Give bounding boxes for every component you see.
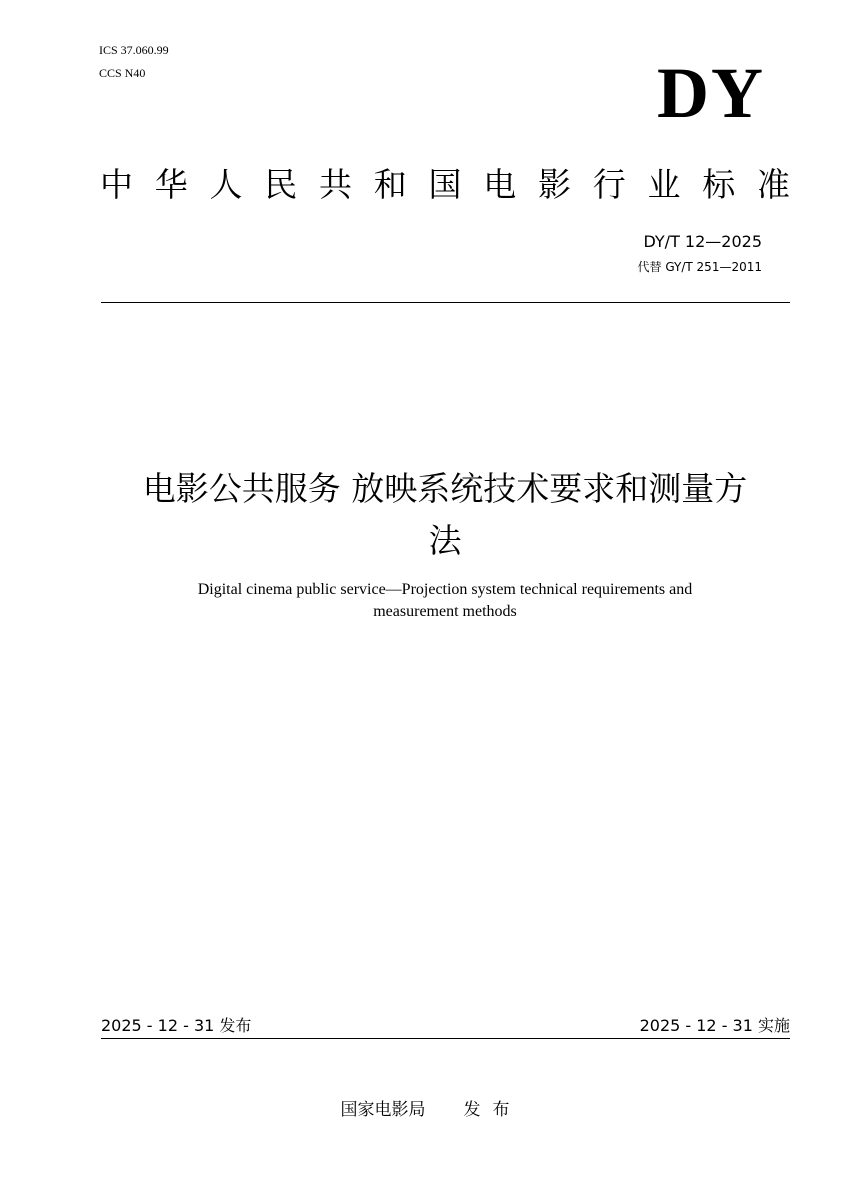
replaces-standard: 代替 GY/T 251—2011	[637, 260, 762, 274]
standard-category	[100, 163, 790, 207]
category-char: 行	[592, 165, 626, 204]
category-char: 影	[538, 165, 571, 204]
title-chinese-line-2: 法	[428, 521, 462, 560]
category-char: 业	[647, 165, 681, 204]
category-char: 民	[264, 165, 298, 204]
category-char: 标	[702, 165, 736, 204]
ccs-code-text: CCS N40	[99, 66, 146, 80]
publish-action-char: 布	[492, 1100, 510, 1120]
publisher-name: 国家电影局	[340, 1100, 426, 1120]
title-english-line-1: Digital cinema public service—Projection system technical requirements and	[197, 581, 693, 598]
ccs-code	[99, 65, 145, 81]
category-char: 电	[483, 165, 517, 204]
standard-number: DY/T 12—2025	[643, 232, 762, 251]
category-char: 国	[428, 165, 462, 204]
category-char: 共	[319, 165, 352, 204]
publish-action-char: 发	[463, 1100, 481, 1120]
effective-date: 2025 - 12 - 31 实施	[639, 1016, 790, 1035]
bottom-divider	[101, 1038, 790, 1039]
title-english-line-2: measurement methods	[373, 603, 517, 620]
top-divider	[101, 302, 790, 303]
title-chinese	[80, 463, 810, 567]
ics-code	[99, 42, 169, 58]
category-char: 华	[154, 165, 188, 204]
category-char: 和	[373, 165, 407, 204]
publish-date: 2025 - 12 - 31 发布	[101, 1016, 252, 1035]
dy-logo: DY	[657, 53, 765, 133]
publisher-line	[0, 1099, 850, 1121]
category-char: 人	[209, 165, 243, 204]
ics-code-text: ICS 37.060.99	[99, 43, 169, 57]
title-chinese-line-1: 电影公共服务 放映系统技术要求和测量方	[142, 469, 748, 508]
title-english	[110, 579, 780, 623]
category-char: 中	[100, 165, 133, 204]
category-char: 准	[757, 165, 790, 204]
